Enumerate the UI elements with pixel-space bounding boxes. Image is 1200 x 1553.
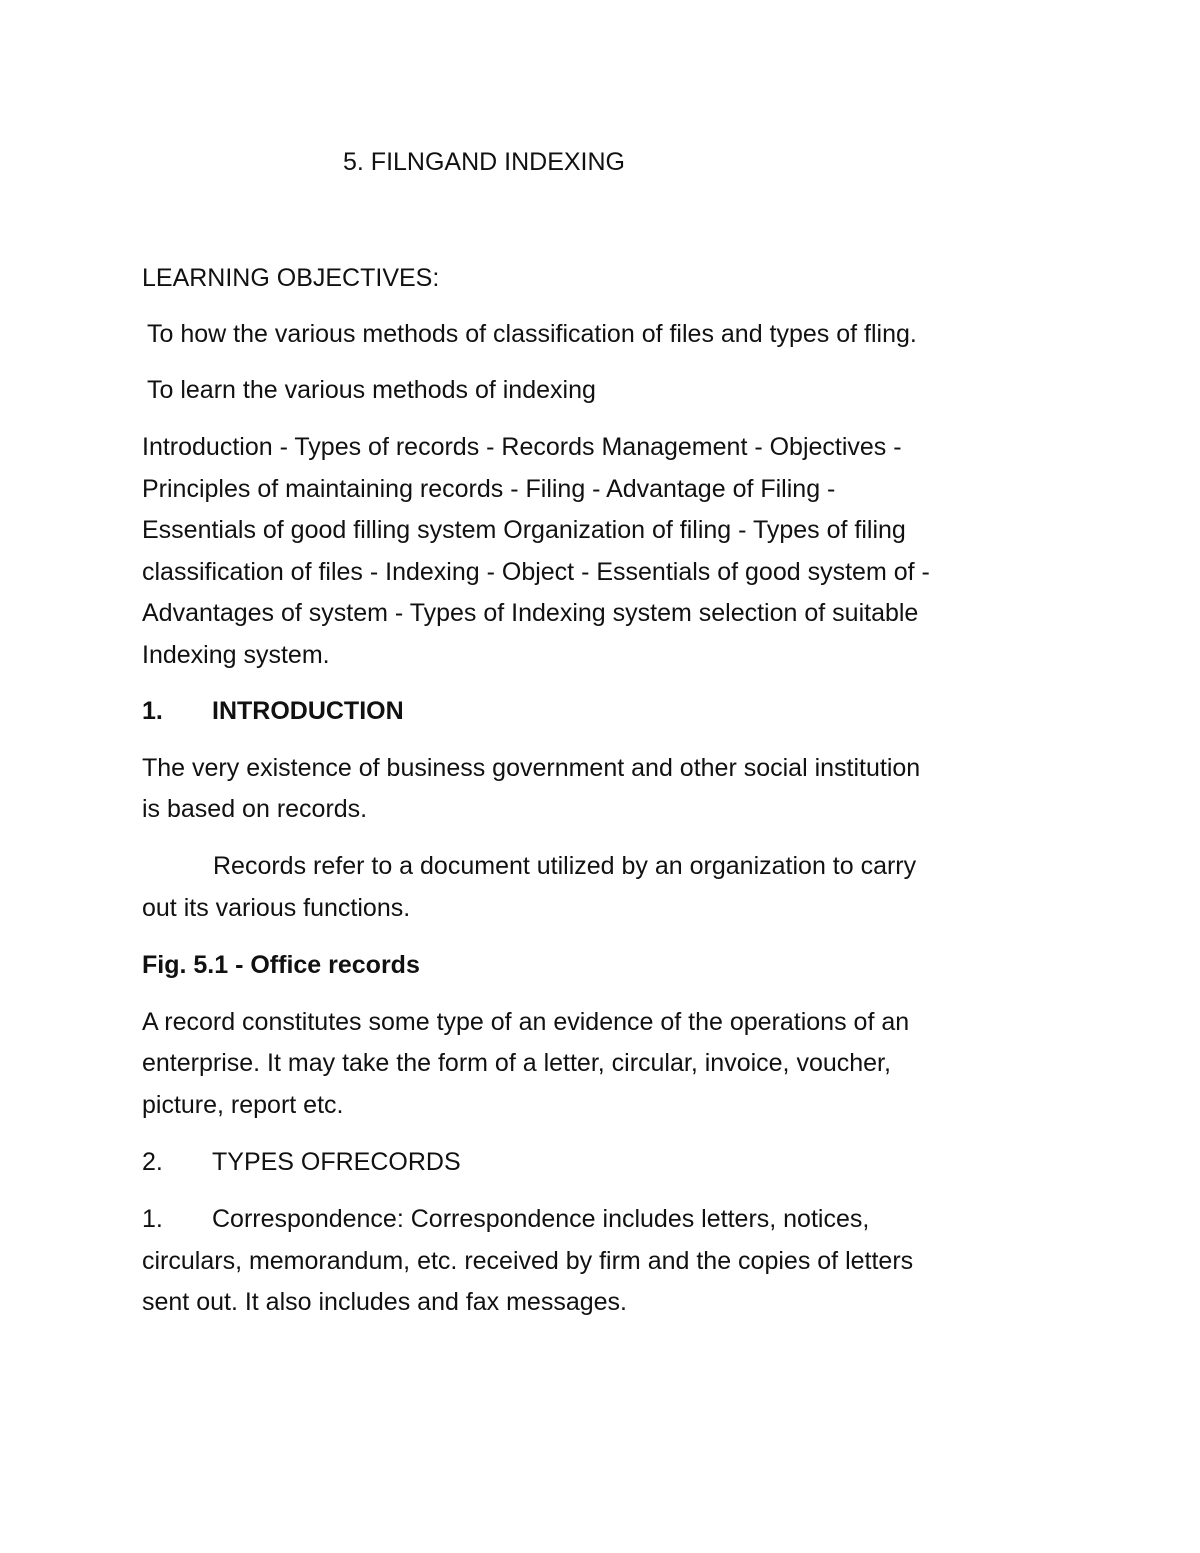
contents-line: classification of files - Indexing - Object - Essentials of good system of - bbox=[142, 558, 930, 586]
contents-line: Principles of maintaining records - Filing - Advantage of Filing - bbox=[142, 475, 836, 503]
paragraph-line: enterprise. It may take the form of a letter, circular, invoice, voucher, bbox=[142, 1049, 891, 1077]
paragraph-line: is based on records. bbox=[142, 795, 368, 823]
contents-line: Essentials of good filling system Organization of filing - Types of filing bbox=[142, 516, 906, 544]
section-heading-introduction bbox=[142, 699, 404, 724]
section-title: INTRODUCTION bbox=[212, 697, 404, 725]
objective-item: To how the various methods of classification of files and types of fling. bbox=[147, 320, 917, 348]
section-number: 2. bbox=[142, 1148, 163, 1176]
list-item-first-line bbox=[142, 1207, 869, 1232]
contents-line: Introduction - Types of records - Records Management - Objectives - bbox=[142, 433, 902, 461]
section-heading-types-of-records bbox=[142, 1150, 461, 1175]
figure-caption: Fig. 5.1 - Office records bbox=[142, 951, 420, 979]
contents-line: Indexing system. bbox=[142, 641, 330, 669]
contents-line: Advantages of system - Types of Indexing system selection of suitable bbox=[142, 599, 919, 627]
paragraph-line: The very existence of business government and other social institution bbox=[142, 754, 921, 782]
paragraph-line: out its various functions. bbox=[142, 894, 411, 922]
item-number: 1. bbox=[142, 1205, 163, 1233]
document-title: 5. FILNGAND INDEXING bbox=[343, 148, 625, 176]
objective-item: To learn the various methods of indexing bbox=[147, 376, 596, 404]
paragraph-line: Records refer to a document utilized by an organization to carry bbox=[213, 852, 917, 880]
paragraph-line: A record constitutes some type of an evidence of the operations of an bbox=[142, 1008, 910, 1036]
paragraph-line: picture, report etc. bbox=[142, 1091, 344, 1119]
paragraph-line: sent out. It also includes and fax messages. bbox=[142, 1288, 627, 1316]
paragraph-line: Correspondence: Correspondence includes letters, notices, bbox=[212, 1205, 870, 1233]
section-number: 1. bbox=[142, 697, 163, 725]
objectives-heading: LEARNING OBJECTIVES: bbox=[142, 264, 440, 292]
section-title: TYPES OFRECORDS bbox=[212, 1148, 461, 1176]
paragraph-line: circulars, memorandum, etc. received by firm and the copies of letters bbox=[142, 1247, 914, 1275]
